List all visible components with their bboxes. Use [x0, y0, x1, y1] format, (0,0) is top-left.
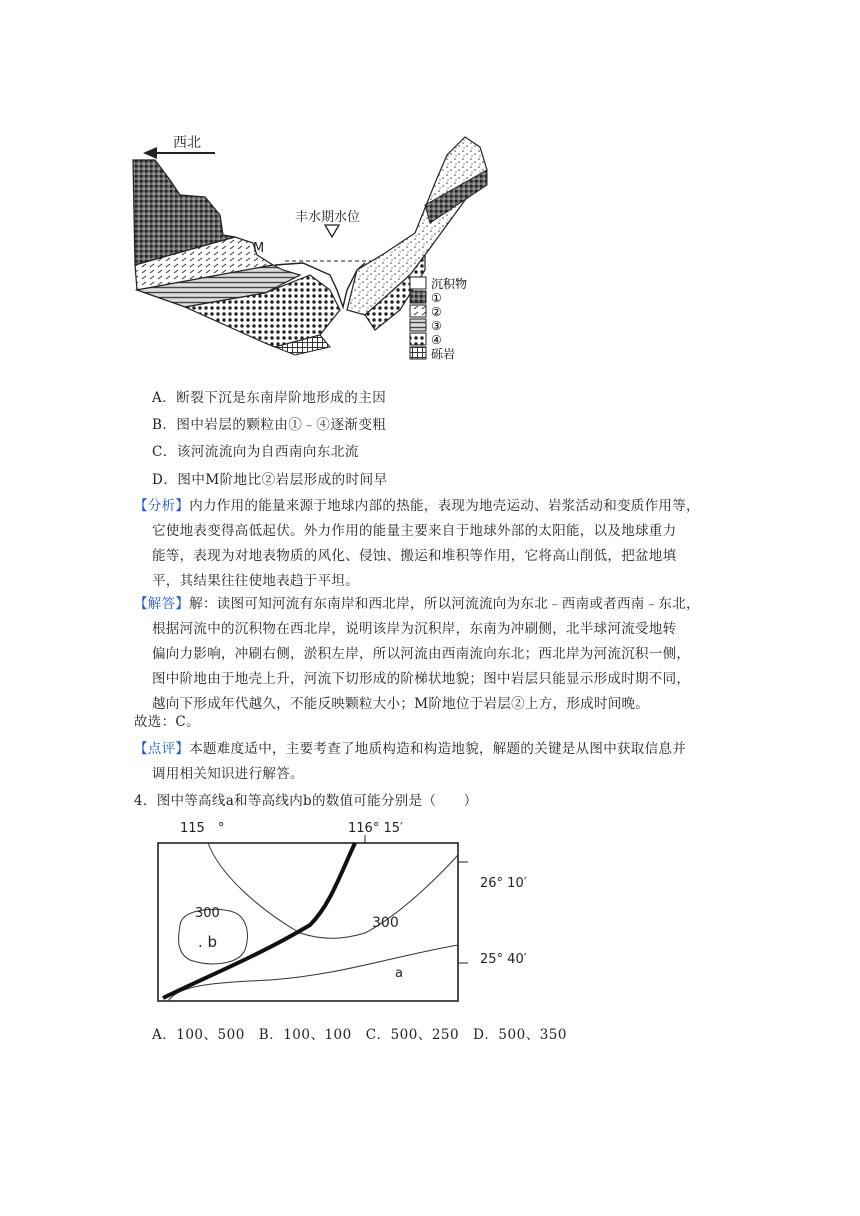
comment-line: 调用相关知识进行解答。: [152, 766, 304, 782]
legend-label: ①: [431, 291, 442, 305]
answer-tag: 【解答】: [134, 596, 190, 612]
option-d: D．图中M阶地比②岩层形成的时间早: [152, 472, 388, 488]
water-level-label: 丰水期水位: [295, 210, 361, 225]
analysis-line: 平，其结果往往使地表趋于平坦。: [152, 573, 359, 589]
choice-line: 故选：C。: [134, 714, 200, 730]
cross-section-figure: [125, 125, 495, 375]
analysis-tag: 【分析】: [134, 498, 190, 514]
answer-line: 越向下形成年代越久，不能反映颗粒大小；M阶地位于岩层②上方，形成时间晚。: [152, 696, 650, 712]
legend-label: 砾岩: [431, 347, 456, 361]
longitude-right-label: 116° 15′: [348, 821, 403, 836]
analysis-line: 能等，表现为对地表物质的风化、侵蚀、搬运和堆积等作用，它将高山削低，把盆地填: [152, 548, 677, 564]
point-b-label: . b: [198, 933, 218, 951]
analysis-section: [134, 494, 734, 594]
option-a: A．断裂下沉是东南岸阶地形成的主因: [152, 390, 387, 406]
answer-first-line: 解：读图可知河流有东南岸和西北岸，所以河流流向为东北﹣西南或者西南﹣东北，: [189, 596, 700, 612]
comment-section: [134, 737, 734, 787]
contour-map-figure: [150, 815, 540, 1010]
legend-label: ②: [431, 305, 442, 319]
comment-first-line: 本题难度适中，主要考查了地质构造和构造地貌，解题的关键是从图中获取信息并: [189, 741, 687, 757]
legend: [410, 276, 467, 361]
question-4-stem: 4．图中等高线a和等高线内b的数值可能分别是（ ）: [134, 793, 478, 809]
analysis-line: 它使地表变得高低起伏。外力作用的能量主要来自于地球外部的太阳能，以及地球重力: [152, 523, 677, 539]
answer-line: 偏向力影响，冲刷右侧，淤积左岸，所以河流由西南流向东北；西北岸为河流沉积一侧，: [152, 646, 691, 662]
latitude-bottom-label: 25° 40′: [480, 952, 527, 967]
contour-300-right-label: 300: [372, 915, 399, 931]
longitude-left-label: 115 °: [180, 821, 225, 836]
contour-300-left-label: 300: [195, 906, 220, 921]
latitude-top-label: 26° 10′: [480, 876, 527, 891]
legend-label: ③: [431, 319, 442, 333]
option-b: B．图中岩层的颗粒由①﹣④逐渐变粗: [152, 417, 387, 433]
question-4-options: A．100、500 B．100、100 C．500、250 D．500、350: [152, 1027, 567, 1043]
legend-label: 沉积物: [431, 277, 468, 291]
point-m-label: M: [253, 241, 265, 256]
answer-section: [134, 592, 734, 717]
answer-line: 图中阶地由于地壳上升，河流下切形成的阶梯状地貌；图中岩层只能显示形成时期不同，: [152, 671, 691, 687]
direction-label: 西北: [173, 135, 201, 151]
comment-tag: 【点评】: [134, 741, 190, 757]
water-level-marker: [325, 225, 339, 237]
legend-label: ④: [431, 333, 442, 347]
option-c: C．该河流流向为自西南向东北流: [152, 444, 359, 460]
answer-line: 根据河流中的沉积物在西北岸，说明该岸为沉积岸，东南为冲刷侧，北半球河流受地转: [152, 621, 677, 637]
analysis-first-line: 内力作用的能量来源于地球内部的热能，表现为地壳运动、岩浆活动和变质作用等，: [189, 498, 700, 514]
contour-a-label: a: [395, 966, 403, 981]
